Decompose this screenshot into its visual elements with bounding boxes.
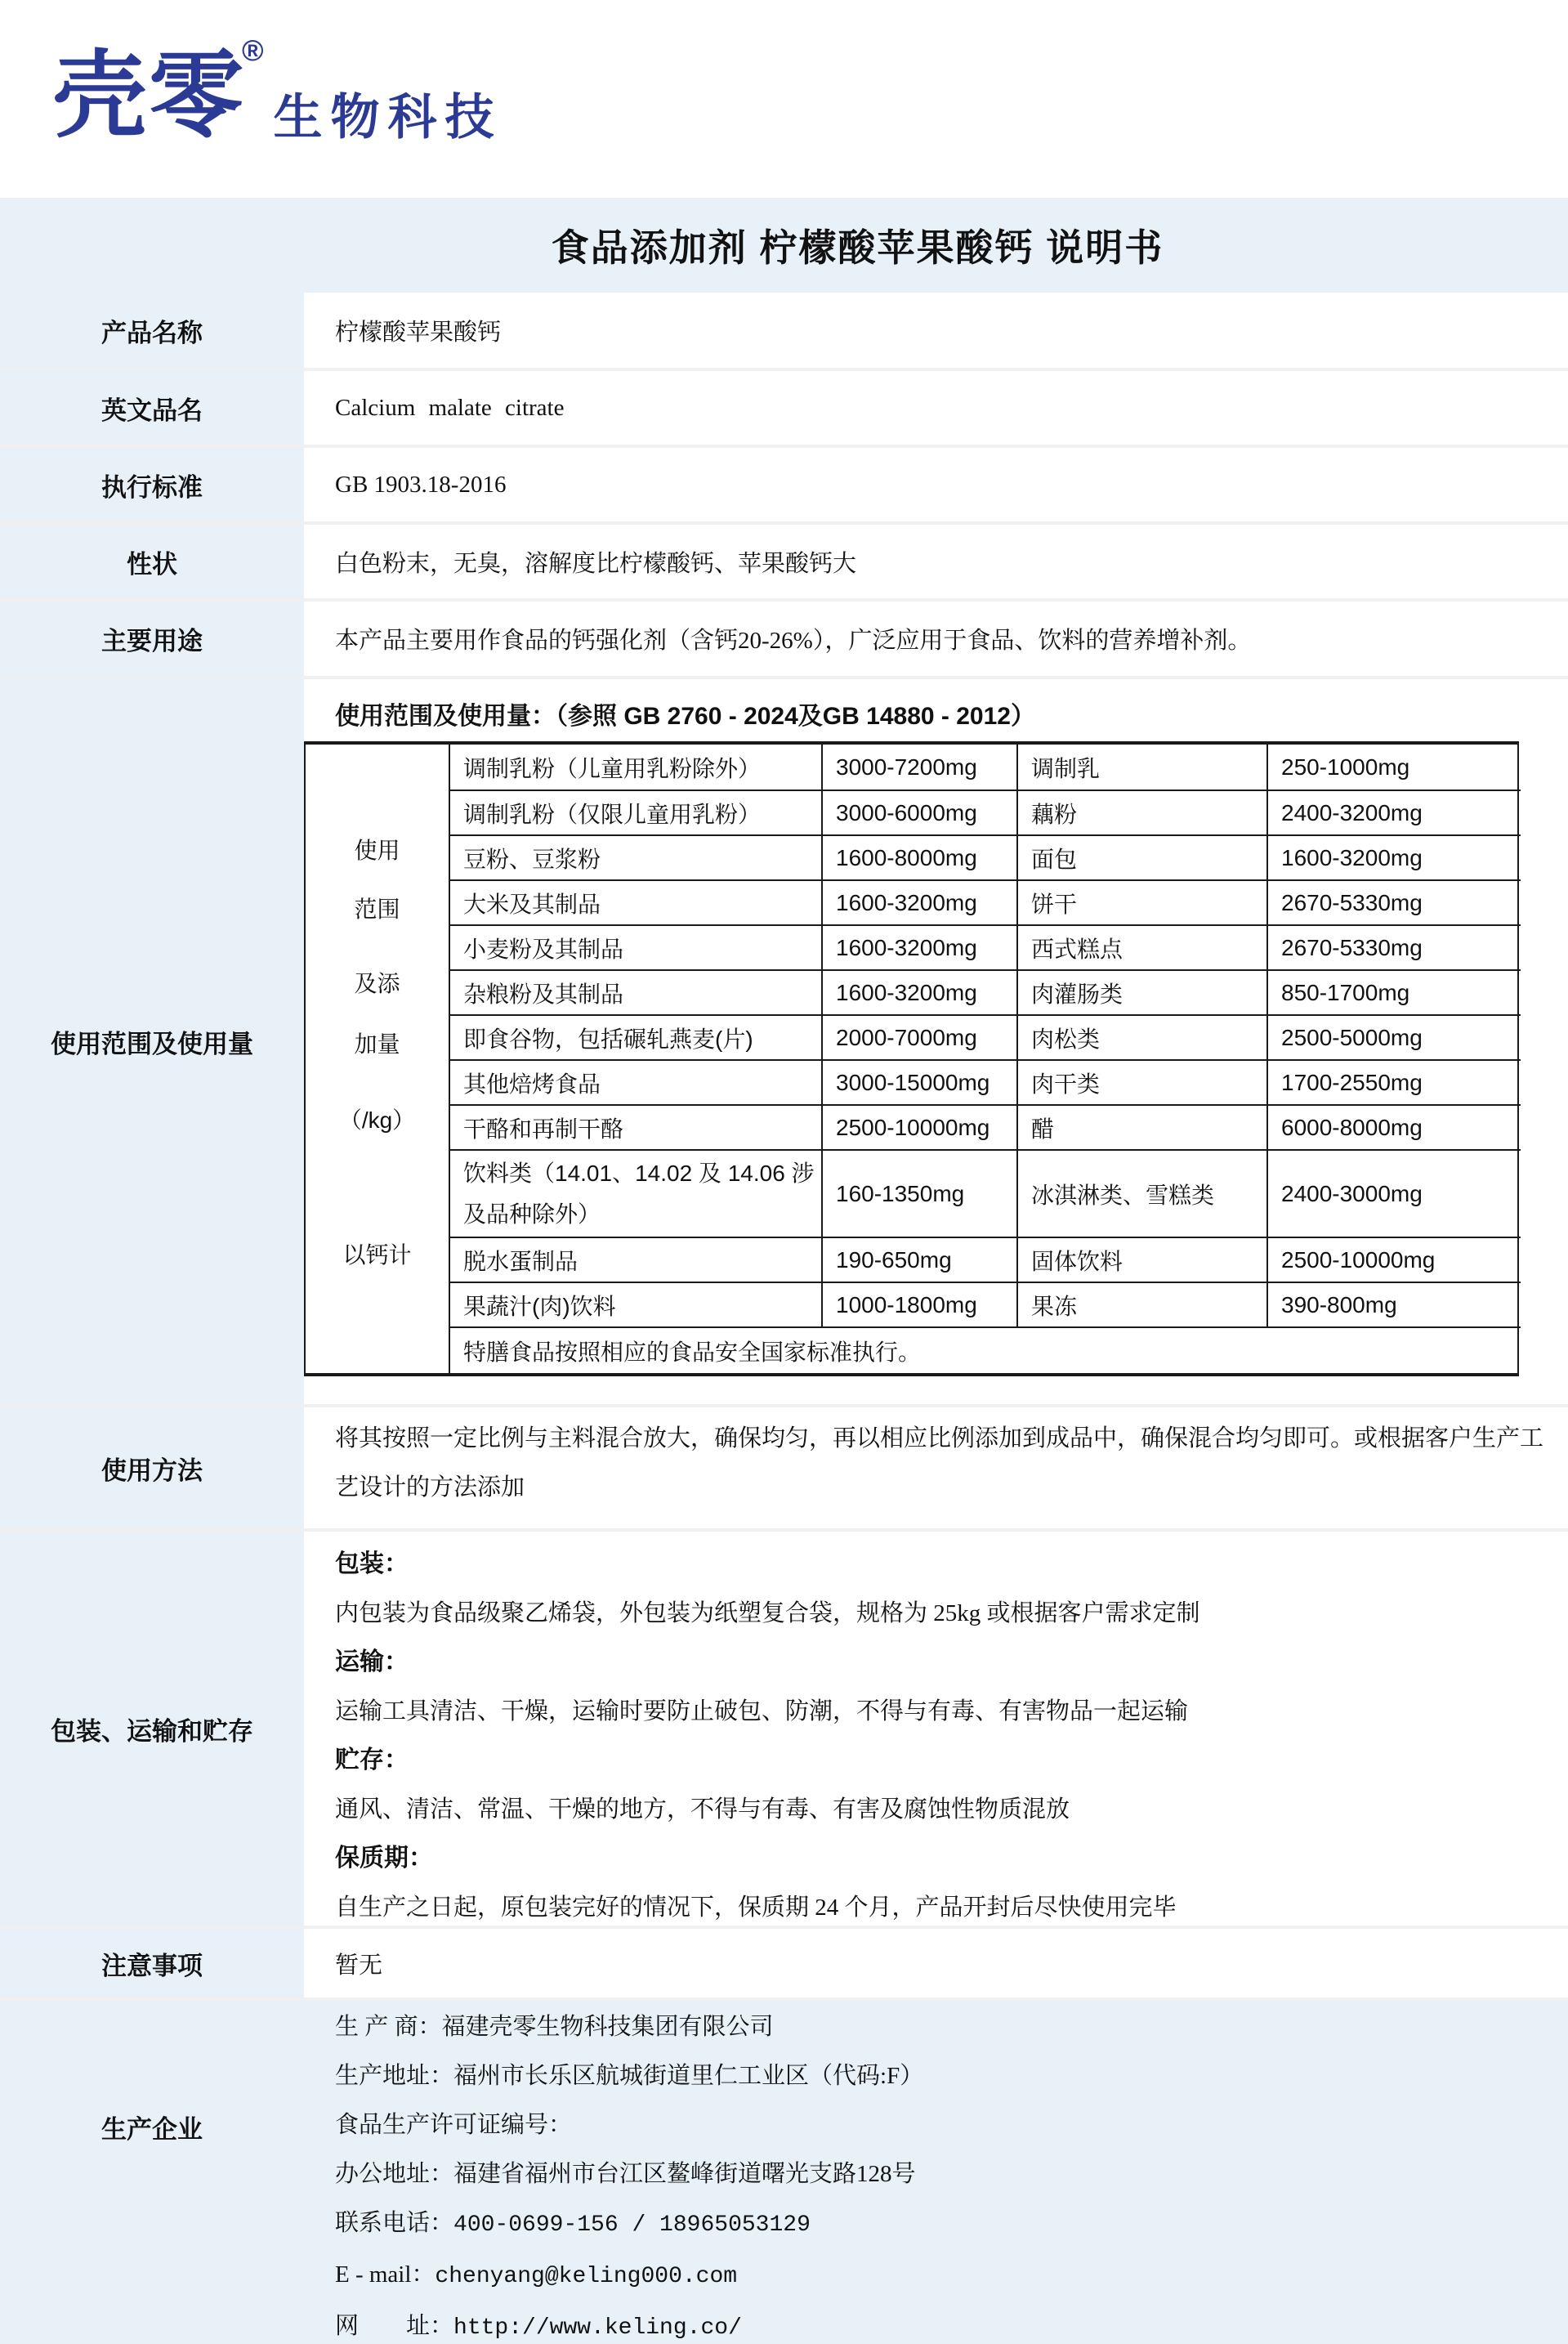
manufacturer-line [335, 2250, 737, 2302]
appearance-value: 白色粉末，无臭，溶解度比柠檬酸钙、苹果酸钙大 [335, 550, 857, 577]
method-value: 将其按照一定比例与主料混合放大，确保均匀，再以相应比例添加到成品中，确保混合均匀即可。或根据客户生产工艺设计的方法添加 [335, 1425, 1544, 1501]
usage-table-heading: 使用范围及使用量：（参照 GB 2760 - 2024及GB 14880 - 2012） [335, 703, 1035, 730]
table-cell-food: 肉松类 [1016, 1014, 1266, 1059]
website-value: http://www.keling.co/ [453, 2315, 742, 2341]
production-address-label: 生产地址： [335, 2063, 454, 2089]
standard-label: 执行标准 [0, 448, 304, 521]
row-usage-range [0, 676, 1568, 1404]
table-cell-amount: 1600-3200mg [821, 879, 1016, 924]
table-cell-food: 冰淇淋类、雪糕类 [1016, 1149, 1266, 1237]
table-cell-amount: 2000-7000mg [821, 1014, 1016, 1059]
table-cell-amount: 1600-3200mg [821, 969, 1016, 1014]
manufacturer-content [304, 2001, 1568, 2344]
table-cell-food: 脱水蛋制品 [449, 1237, 821, 1282]
table-cell-food: 调制乳粉（儿童用乳粉除外） [449, 745, 821, 790]
table-cell-amount: 850-1700mg [1266, 969, 1521, 1014]
row-method [0, 1404, 1568, 1528]
title-band [0, 198, 1568, 293]
table-cell-food: 饼干 [1016, 879, 1266, 924]
transport-text: 运输工具清洁、干燥，运输时要防止破包、防潮，不得与有毒、有害物品一起运输 [335, 1698, 1189, 1724]
usage-table-footnote: 特膳食品按照相应的食品安全国家标准执行。 [449, 1326, 1521, 1373]
registered-trademark-icon: ® [242, 34, 264, 67]
email-value: chenyang@keling000.com [435, 2264, 738, 2289]
table-cell-food: 果冻 [1016, 1282, 1266, 1326]
usage-range-content [304, 679, 1568, 1404]
company-logo [52, 34, 503, 149]
side-label-line: 及添 [354, 971, 400, 996]
table-cell-food: 其他焙烤食品 [449, 1059, 821, 1104]
table-cell-amount: 1000-1800mg [821, 1282, 1016, 1326]
brand-tagline: 生物科技 [273, 90, 503, 145]
packaging-content [304, 1532, 1568, 1926]
table-cell-food: 调制乳 [1016, 745, 1266, 790]
appearance-label: 性状 [0, 525, 304, 598]
logo-area [0, 0, 1568, 198]
table-cell-food: 干酪和再制干酪 [449, 1104, 821, 1149]
row-appearance [0, 521, 1568, 598]
product-name-label: 产品名称 [0, 293, 304, 368]
manufacturer-line [335, 2002, 774, 2051]
table-cell-amount: 2500-10000mg [1266, 1237, 1521, 1282]
table-cell-food: 小麦粉及其制品 [449, 924, 821, 969]
row-notes [0, 1926, 1568, 1997]
table-cell-amount: 6000-8000mg [1266, 1104, 1521, 1149]
table-cell-food: 藕粉 [1016, 790, 1266, 834]
table-cell-food: 即食谷物，包括碾轧燕麦(片) [449, 1014, 821, 1059]
table-cell-amount: 2670-5330mg [1266, 924, 1521, 969]
side-label-line: 加量 [354, 1031, 400, 1057]
usage-table [304, 741, 1519, 1376]
row-english-name [0, 368, 1568, 445]
table-cell-food: 醋 [1016, 1104, 1266, 1149]
row-standard [0, 445, 1568, 521]
table-cell-amount: 3000-7200mg [821, 745, 1016, 790]
table-cell-amount: 2670-5330mg [1266, 879, 1521, 924]
table-cell-food: 固体饮料 [1016, 1237, 1266, 1282]
producer-label: 生 产 商： [335, 2014, 442, 2040]
table-cell-food: 大米及其制品 [449, 879, 821, 924]
packaging-text: 内包装为食品级聚乙烯袋，外包装为纸塑复合袋，规格为 25kg 或根据客户需求定制 [335, 1600, 1200, 1626]
table-cell-food: 肉干类 [1016, 1059, 1266, 1104]
manufacturer-line [335, 2100, 572, 2149]
table-cell-amount: 1600-3200mg [821, 924, 1016, 969]
table-cell-food: 西式糕点 [1016, 924, 1266, 969]
row-packaging [0, 1528, 1568, 1926]
storage-text: 通风、清洁、常温、干燥的地方，不得与有毒、有害及腐蚀性物质混放 [335, 1796, 1070, 1823]
producer-value: 福建壳零生物科技集团有限公司 [441, 2014, 774, 2040]
packaging-label: 包装、运输和贮存 [0, 1532, 304, 1926]
main-use-value: 本产品主要用作食品的钙强化剂（含钙20-26%），广泛应用于食品、饮料的营养增补剂。 [335, 628, 1252, 654]
side-label-line: 使用 [354, 838, 400, 863]
table-cell-amount: 1600-8000mg [821, 834, 1016, 879]
table-cell-amount: 1700-2550mg [1266, 1059, 1521, 1104]
office-address-value: 福建省福州市台江区鳌峰街道曙光支路128号 [453, 2161, 916, 2187]
side-label-line: 范围 [354, 897, 400, 922]
office-address-label: 办公地址： [335, 2161, 454, 2187]
row-manufacturer [0, 1997, 1568, 2344]
table-cell-food: 豆粉、豆浆粉 [449, 834, 821, 879]
table-cell-amount: 3000-15000mg [821, 1059, 1016, 1104]
table-cell-food: 果蔬汁(肉)饮料 [449, 1282, 821, 1326]
side-label-line: 以钙计 [342, 1242, 412, 1268]
phone-label: 联系电话： [335, 2210, 454, 2236]
table-cell-amount: 3000-6000mg [821, 790, 1016, 834]
table-cell-food: 杂粮粉及其制品 [449, 969, 821, 1014]
production-address-value: 福州市长乐区航城街道里仁工业区（代码:F） [453, 2063, 924, 2089]
manufacturer-line [335, 2149, 916, 2199]
row-main-use [0, 598, 1568, 676]
manufacturer-label: 生产企业 [0, 2001, 304, 2344]
packaging-subhead: 包装： [335, 1550, 409, 1577]
page-title: 食品添加剂 柠檬酸苹果酸钙 说明书 [551, 226, 1164, 269]
table-cell-amount: 390-800mg [1266, 1282, 1521, 1326]
method-label: 使用方法 [0, 1407, 304, 1528]
table-cell-amount: 2400-3000mg [1266, 1149, 1521, 1237]
table-cell-food: 调制乳粉（仅限儿童用乳粉） [449, 790, 821, 834]
transport-subhead: 运输： [335, 1648, 409, 1675]
manufacturer-line [335, 2302, 742, 2344]
brand-logo-text: 壳零 [52, 42, 245, 149]
website-label: 网 址： [335, 2313, 454, 2339]
product-name-value: 柠檬酸苹果酸钙 [335, 319, 502, 346]
usage-table-side-label [306, 745, 449, 1373]
table-cell-amount: 250-1000mg [1266, 745, 1521, 790]
phone-value: 400-0699-156 / 18965053129 [453, 2212, 811, 2238]
table-cell-amount: 190-650mg [821, 1237, 1016, 1282]
main-use-label: 主要用途 [0, 602, 304, 676]
standard-value: GB 1903.18-2016 [335, 471, 507, 498]
side-label-line: （/kg） [338, 1107, 416, 1133]
table-cell-amount: 2500-5000mg [1266, 1014, 1521, 1059]
table-cell-food: 饮料类（14.01、14.02 及 14.06 涉及品种除外） [449, 1149, 821, 1237]
table-cell-amount: 160-1350mg [821, 1149, 1016, 1237]
shelf-life-text: 自生产之日起，原包装完好的情况下，保质期 24 个月，产品开封后尽快使用完毕 [335, 1894, 1177, 1921]
row-product-name [0, 293, 1568, 368]
table-cell-amount: 1600-3200mg [1266, 834, 1521, 879]
english-name-label: 英文品名 [0, 371, 304, 445]
table-cell-food: 肉灌肠类 [1016, 969, 1266, 1014]
english-name-value: Calcium malate citrate [335, 394, 565, 421]
license-number-label: 食品生产许可证编号： [335, 2112, 573, 2138]
table-cell-amount: 2400-3200mg [1266, 790, 1521, 834]
notes-value: 暂无 [335, 1952, 383, 1979]
storage-subhead: 贮存： [335, 1747, 409, 1774]
email-label: E - mail： [335, 2261, 436, 2288]
table-cell-food: 面包 [1016, 834, 1266, 879]
shelf-life-subhead: 保质期： [335, 1845, 433, 1872]
table-cell-amount: 2500-10000mg [821, 1104, 1016, 1149]
usage-range-label: 使用范围及使用量 [0, 679, 304, 1404]
manufacturer-line [335, 2051, 923, 2100]
manufacturer-line [335, 2199, 811, 2250]
notes-label: 注意事项 [0, 1929, 304, 1997]
